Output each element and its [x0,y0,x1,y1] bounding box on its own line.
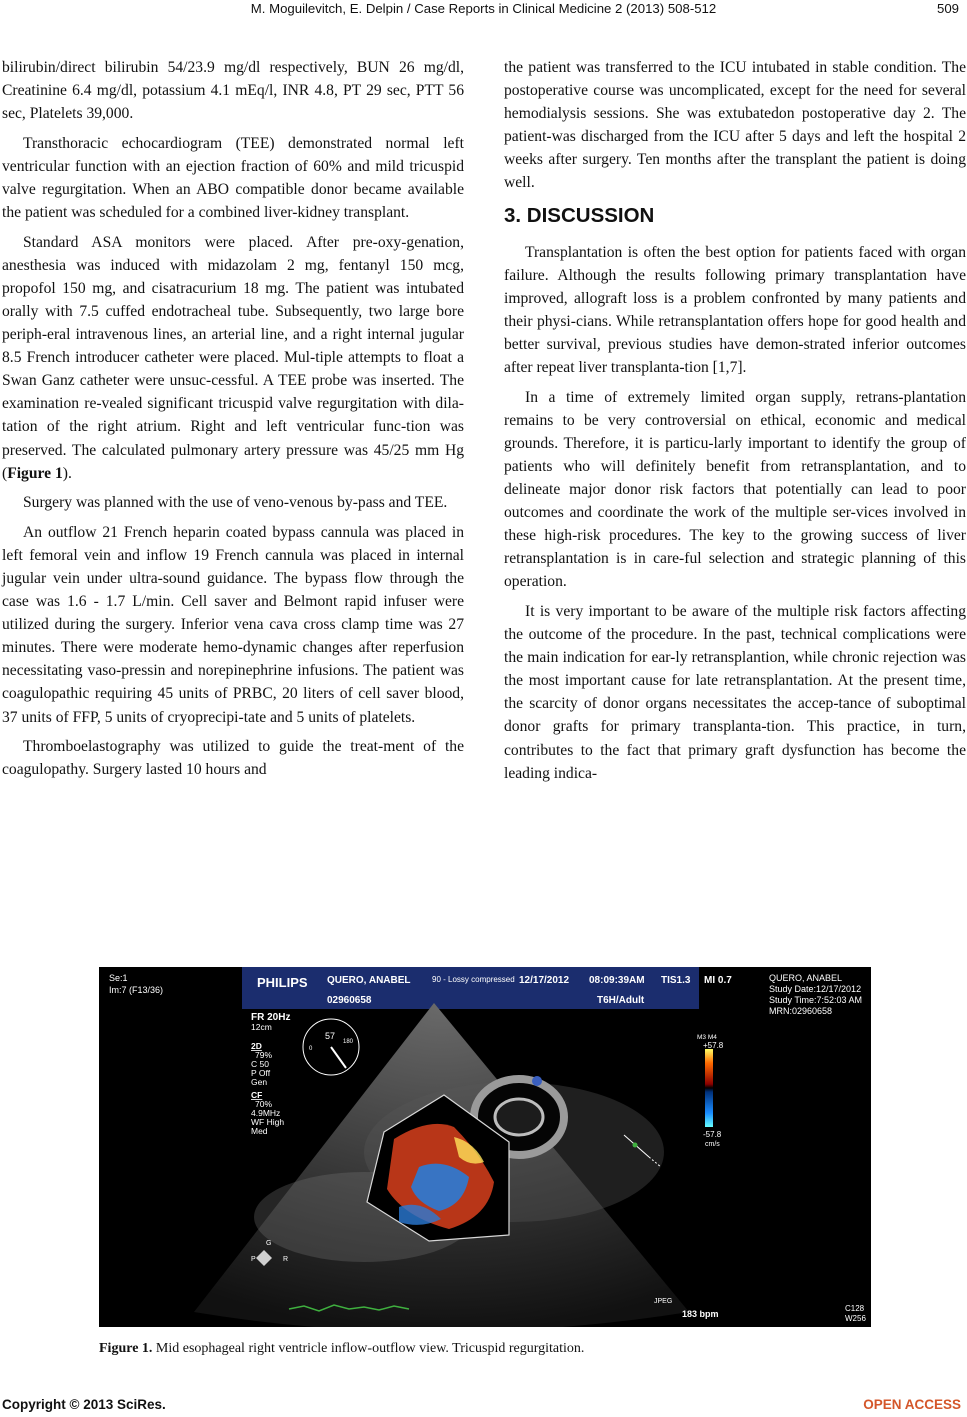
orientation-g: G [266,1240,272,1247]
paragraph: Transplantation is often the best option for patients faced with organ failure. Although the results following primary transplantation have improved, allograft loss is a problem confronted by many patients and their physi-cians. While retransplantation offers hope for good health and better survival, previous studies have demon-strated inferior outcomes after repeat liver transplanta-tion [1,7]. [504,243,966,377]
heart-rate: 183 bpm [682,1309,719,1319]
copyright-notice: Copyright © 2013 SciRes. [2,1397,166,1412]
velocity-scale-bar [705,1049,713,1127]
exam-date: 12/17/2012 [519,975,570,986]
compression: C 50 [251,1059,269,1069]
paragraph: It is very important to be aware of the multiple risk factors affecting the outcome of the procedure. In the past, technical complications were the main indication for ear-ly retransplantion, while chronic rejection was the most important cause for late retransplantation. At the present time, the scarcity of donor organs necessitates the accep-tance of suboptimal donor grafts for primary transplanta-tion. This practice, in turn, contributes to the fact that primary graft dysfunction has become the leading indica- [504,602,966,782]
right-info-name: QUERO, ANABEL [769,973,843,983]
ultrasound-image [99,967,871,1327]
angle-max: 180 [343,1039,354,1045]
corner-code-w: W256 [845,1314,866,1323]
paragraph: bilirubin/direct bilirubin 54/23.9 mg/dl respectively, BUN 26 mg/dl, Creatinine 6.4 mg/dl, potassium 4.1 mEq/l, INR 4.8, PT 29 sec, PTT 56 sec, Platelets 39,000. [2,59,464,123]
exam-time: 08:09:39AM [589,975,645,986]
corner-code-c: C128 [845,1304,865,1313]
running-title: M. Moguilevitch, E. Delpin / Case Reports in Clinical Medicine 2 (2013) 508-512 [250,1,717,16]
scale-top: +57.8 [703,1041,724,1050]
right-info-mrn: MRN:02960658 [769,1006,833,1016]
wall-filter: WF High [251,1117,285,1127]
brand-label: PHILIPS [257,975,308,990]
aortic-leaflets [495,1099,543,1135]
open-access-label: OPEN ACCESS [863,1397,961,1412]
patient-id: 02960658 [327,995,372,1006]
image-format: JPEG [654,1298,673,1305]
right-info-time: Study Time:7:52:03 AM [769,995,863,1005]
angle-value: 57 [325,1031,336,1041]
caption-text: Mid esophageal right ventricle inflow-outflow view. Tricuspid regurgitation. [152,1341,585,1356]
scale-unit: cm/s [705,1141,720,1148]
mode-cf: CF [251,1090,263,1100]
series-label: Se:1 [109,973,128,983]
echocardiogram-figure [99,967,871,1327]
section-heading: 3. DISCUSSION [504,203,655,227]
image-label: Im:7 (F13/36) [109,985,164,995]
page-footer [0,1397,967,1417]
caption-label: Figure 1. [99,1341,153,1356]
paragraph-text: Standard ASA monitors were placed. After pre-oxy-genation, anesthesia was induced with midazolam 2 mg, fentanyl 150 mcg, propofol 150 mg, and cisatracurium 18 mg. The patient was intubated orally with 7.5 cuffed endotracheal tube. Subsequently, two large bore periph-eral intravenous lines, an arterial line, and a right internal jugular 8.5 French introducer catheter were placed. Mul-tiple attempts to float a Swan Ganz catheter were unsuc-cessful. A TEE probe was inserted. The examination re-vealed significant tricuspid valve regurgitation with dila-tation of the right atrium. Right and left ventricular func-tion was preserved. The calculated pulmonary artery pressure was 45/25 mm Hg ( [2,233,464,482]
probe-marker [532,1076,542,1086]
right-column [504,56,966,791]
depth: 12cm [251,1022,272,1032]
figure-reference-link[interactable]: Figure 1 [7,464,63,482]
paragraph: Surgery was planned with the use of veno-venous by-pass and TEE. [23,494,448,512]
orientation-r: R [283,1256,289,1263]
angle-min: 0 [309,1046,313,1052]
mi-value: MI 0.7 [704,975,732,986]
paragraph [2,231,464,485]
gain-2d: 79% [255,1050,273,1060]
left-column [2,56,464,788]
figure-caption [99,1340,899,1358]
paragraph: the patient was transferred to the ICU intubated in stable condition. The postoperative course was uncomplicated, except for the need for several hemodialysis sessions. She was extubatedon postoperative day 2. The patient-was discharged from the ICU after 5 days and left the hospital 2 weeks after surgery. Ten months after the transplant the patient is doing well. [504,59,966,192]
paragraph: Thromboelastography was utilized to guide the treat-ment of the coagulopathy. Surgery lasted 10 hours and [2,738,464,779]
right-info-date: Study Date:12/17/2012 [769,984,862,994]
tis-value: TIS1.3 [661,975,691,986]
overlay-note: 90 - Lossy compressed [432,975,515,984]
paragraph: Transthoracic echocardiogram (TEE) demonstrated normal left ventricular function with an ejection fraction of 60% and mild tricuspid valve regurgitation. When an ABO compatible donor became available the patient was scheduled for a combined liver-kidney transplant. [2,134,464,222]
probe-label: T6H/Adult [597,995,645,1006]
patient-name: QUERO, ANABEL [327,975,411,986]
caliper-point [633,1143,638,1148]
running-header [0,0,967,22]
gen-mode: Gen [251,1077,268,1087]
orientation-p: P [251,1256,256,1263]
frequency: 4.9MHz [251,1108,281,1118]
paragraph: An outflow 21 French heparin coated bypass cannula was placed in left femoral vein and inflow 19 French cannula was placed in internal jugular vein under ultra-sound guidance. The bypass flow through the case was 1.6 - 1.7 L/min. Cell saver and Belmont rapid infuser were utilized during the surgery. Inferior vena cava cross clamp time was 27 minutes. There were moderate hemo-dynamic changes after reperfusion necessitating vaso-pressin and norepinephrine infusions. The patient was coagulopathic requiring 45 units of PRBC, 20 liters of cell saver blood, 37 units of FFP, 5 units of cryoprecipi-tate and 5 units of platelets. [2,523,464,726]
mode-2d: 2D [251,1041,262,1051]
paragraph: In a time of extremely limited organ supply, retrans-plantation remains to be very controversial on ethical, economic and medical grounds. Therefore, it is particu-larly important to identify the group of patients who will definitely benefit from retransplantation, and to delineate major donor risk factors that potentially can lead to poor outcomes and coordinate the work of the multiple ser-vices involved in these high-risk procedures. The key to the growing success of liver retransplantation is in care-ful selection and strategic planning of this operation. [504,388,966,591]
gain-cf: 70% [255,1099,273,1109]
persistence: P Off [251,1068,271,1078]
flow-setting: Med [251,1126,268,1136]
frame-rate: FR 20Hz [251,1012,291,1023]
scale-label: M3 M4 [697,1034,717,1041]
paragraph-tail: ). [62,464,72,482]
page-number: 509 [936,1,959,16]
scale-bottom: -57.8 [703,1130,722,1139]
